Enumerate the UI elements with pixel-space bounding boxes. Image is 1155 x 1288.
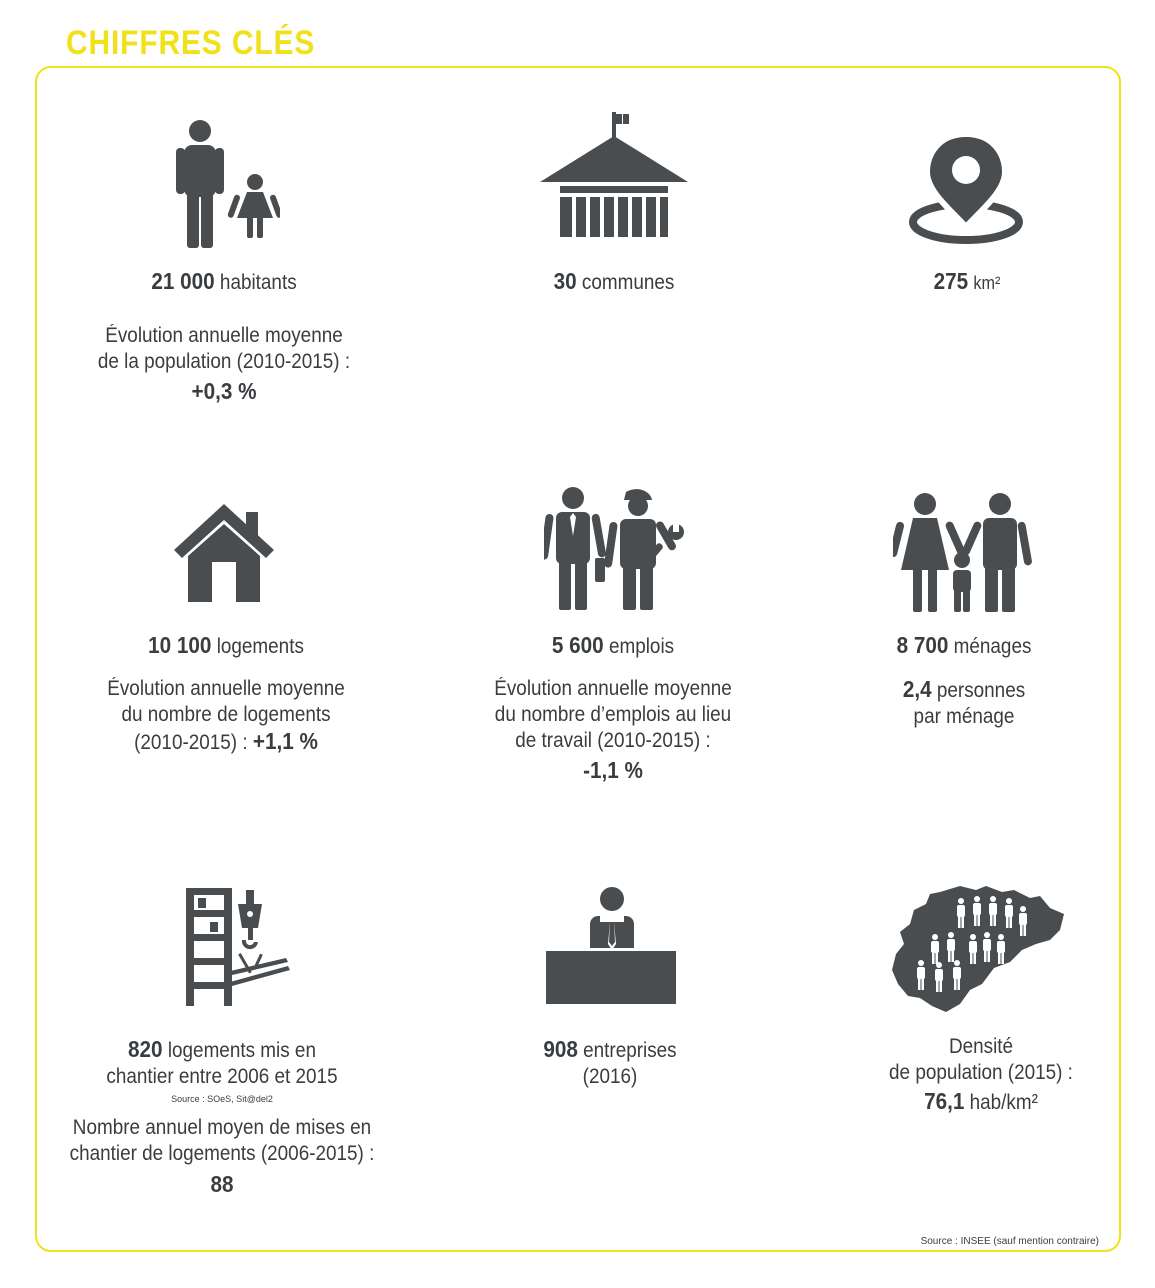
chantiers-unit: logements mis en	[167, 1039, 316, 1062]
menages-persons-line2: par ménage	[913, 705, 1015, 728]
family-icon	[893, 492, 1033, 614]
habitants-rate: +0,3 %	[191, 378, 257, 404]
logements-desc2: du nombre de logements	[121, 703, 331, 726]
menages-block	[794, 632, 1134, 730]
emplois-rate: -1,1 %	[583, 757, 643, 783]
adult-child-icon	[170, 118, 280, 250]
communes-block	[444, 268, 784, 296]
chantiers-block	[52, 1036, 392, 1197]
chantiers-desc1: Nombre annuel moyen de mises en	[72, 1116, 372, 1139]
habitants-value: 21 000	[151, 268, 215, 294]
communes-value: 30	[553, 268, 577, 294]
logements-value: 10 100	[148, 632, 212, 658]
emplois-value: 5 600	[551, 632, 604, 658]
superficie-block	[797, 268, 1137, 296]
menages-persons-value: 2,4	[902, 676, 932, 702]
emplois-unit: emplois	[608, 635, 675, 658]
densite-line2: de population (2015) :	[889, 1061, 1073, 1084]
menages-unit: ménages	[953, 635, 1032, 658]
logements-unit: logements	[216, 635, 304, 658]
densite-unit: hab/km²	[969, 1091, 1038, 1114]
menages-persons-unit: personnes	[936, 679, 1026, 702]
chantiers-rate: 88	[210, 1171, 234, 1197]
logements-rate: +1,1 %	[252, 728, 318, 754]
chantiers-value: 820	[128, 1036, 163, 1062]
entreprises-unit: entreprises	[583, 1039, 677, 1062]
page-title: CHIFFRES CLÉS	[66, 24, 316, 62]
entreprises-block	[440, 1036, 780, 1090]
densite-block	[811, 1034, 1151, 1116]
logements-desc1: Évolution annuelle moyenne	[107, 677, 345, 700]
entreprises-line2: (2016)	[582, 1065, 638, 1088]
emplois-desc3: de travail (2010-2015) :	[515, 729, 711, 752]
emplois-desc2: du nombre d’emplois au lieu	[494, 703, 732, 726]
densite-line1: Densité	[948, 1035, 1014, 1058]
habitants-desc2: de la population (2010-2015) :	[97, 350, 351, 373]
workers-icon	[544, 486, 694, 612]
superficie-value: 275	[933, 268, 969, 294]
town-hall-icon	[540, 112, 688, 240]
house-icon	[172, 500, 276, 604]
footer-source: Source : INSEE (sauf mention contraire)	[920, 1236, 1099, 1247]
emplois-desc1: Évolution annuelle moyenne	[494, 677, 732, 700]
chantiers-source: Source : SOeS, Sit@del2	[171, 1094, 273, 1104]
emplois-block	[443, 632, 783, 783]
habitants-desc1: Évolution annuelle moyenne	[105, 324, 343, 347]
chantiers-desc2: chantier de logements (2006-2015) :	[69, 1142, 375, 1165]
location-pin-icon	[908, 134, 1028, 244]
logements-desc3: (2010-2015) :	[134, 731, 248, 754]
densite-value: 76,1	[924, 1088, 965, 1114]
entreprises-value: 908	[543, 1036, 578, 1062]
chantiers-line2: chantier entre 2006 et 2015	[106, 1065, 338, 1088]
superficie-unit: km²	[973, 273, 1001, 293]
business-person-desk-icon	[546, 886, 676, 1004]
habitants-unit: habitants	[219, 271, 297, 294]
communes-unit: communes	[581, 271, 675, 294]
construction-crane-icon	[186, 888, 290, 1006]
menages-value: 8 700	[896, 632, 949, 658]
habitants-block	[54, 268, 394, 404]
territory-map-people-icon	[890, 884, 1068, 1016]
logements-block	[56, 632, 396, 756]
